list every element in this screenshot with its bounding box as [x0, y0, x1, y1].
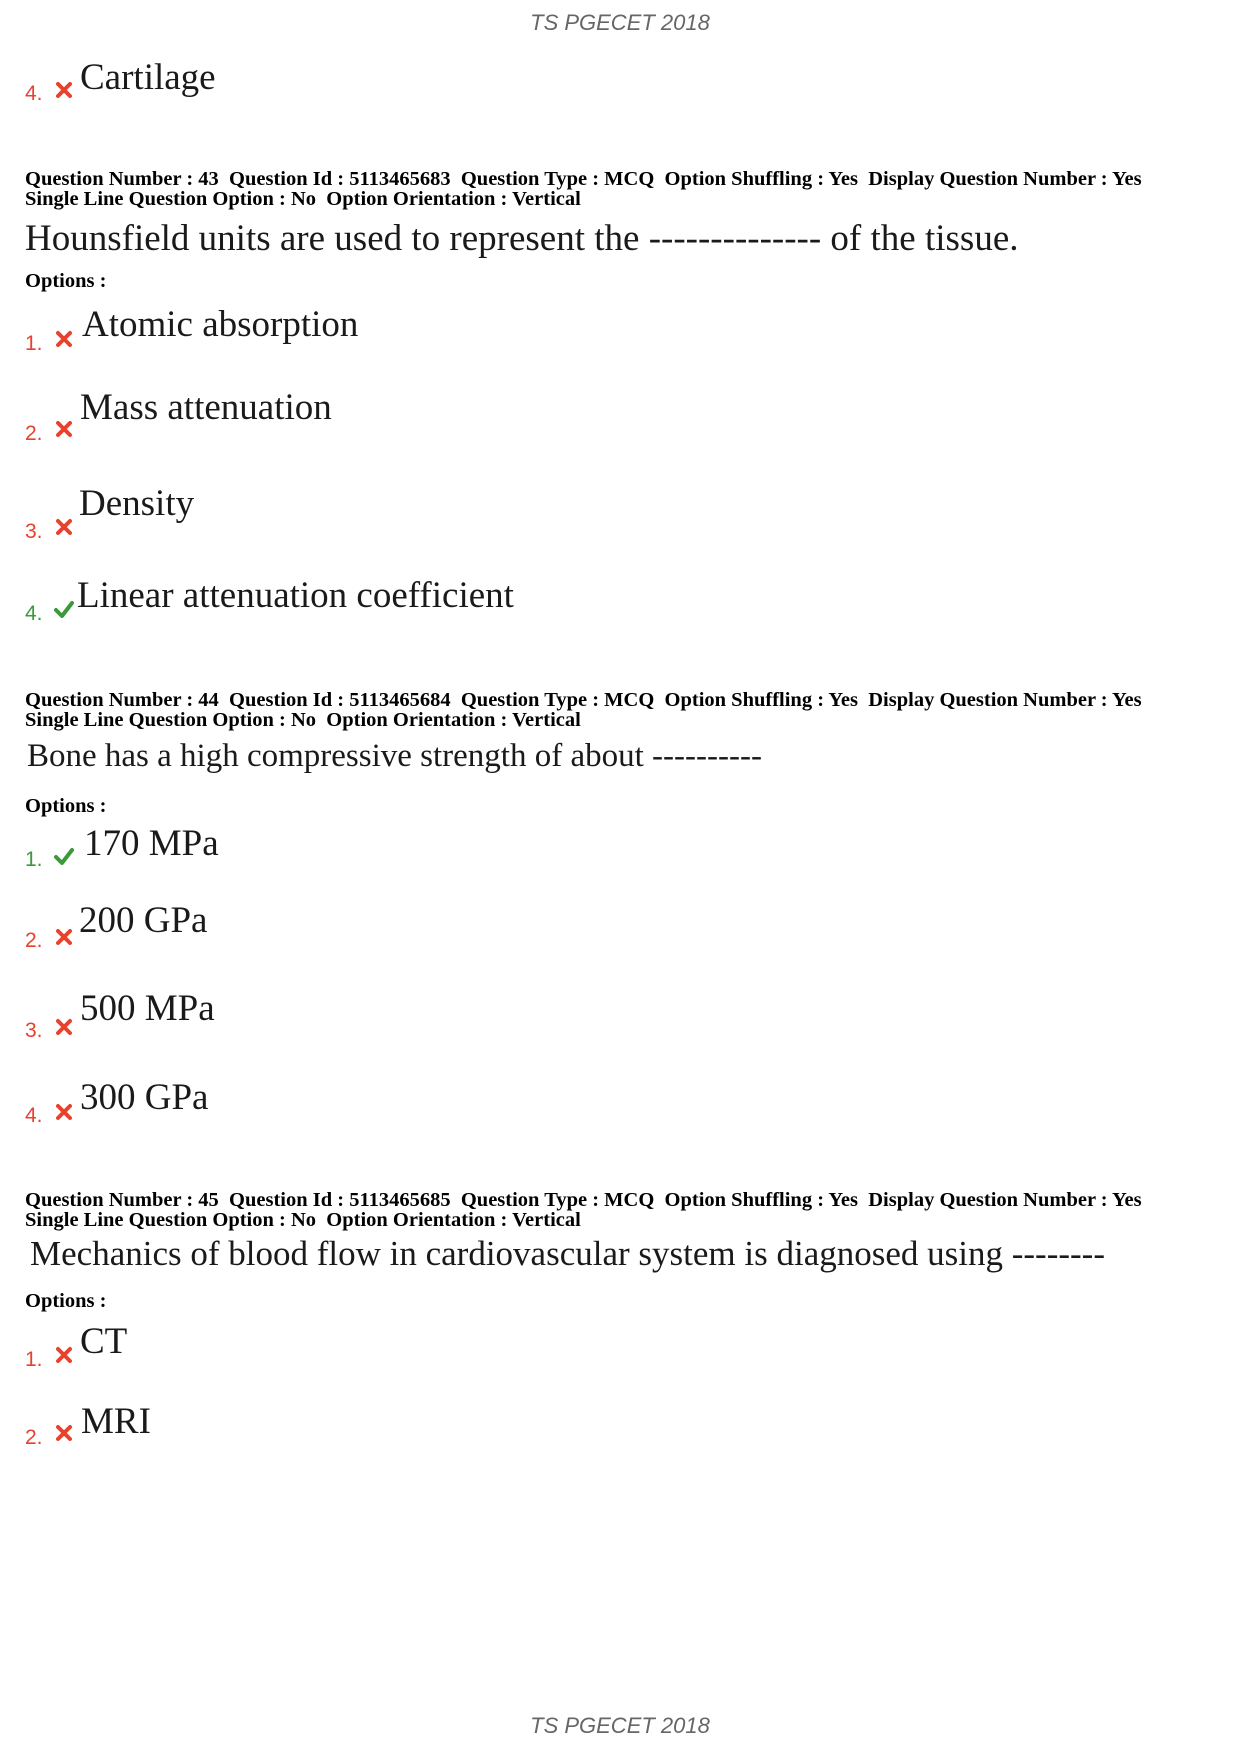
- option-number: 3.: [25, 1019, 43, 1042]
- cross-icon: [53, 328, 75, 350]
- option-text: 170 MPa: [84, 823, 219, 864]
- option-number: 1.: [25, 1348, 43, 1371]
- option-number: 1.: [25, 848, 43, 871]
- option-number: 4.: [25, 602, 43, 625]
- page-footer: TS PGECET 2018: [530, 1713, 710, 1738]
- check-icon: [53, 845, 75, 867]
- option-number: 1.: [25, 332, 43, 355]
- option-number: 3.: [25, 520, 43, 543]
- option-number: 4.: [25, 82, 43, 105]
- option-text: 200 GPa: [79, 900, 208, 941]
- question-text: Bone has a high compressive strength of about ----------: [27, 738, 762, 774]
- option-text: Cartilage: [80, 57, 216, 98]
- check-icon: [53, 598, 75, 620]
- question-meta-line2: Single Line Question Option : No Option Orientation : Vertical: [25, 709, 581, 731]
- question-text: Hounsfield units are used to represent the -------------- of the tissue.: [25, 218, 1019, 259]
- question-meta-line2: Single Line Question Option : No Option Orientation : Vertical: [25, 1209, 581, 1231]
- option-text: CT: [80, 1321, 128, 1362]
- option-text: Density: [79, 483, 195, 524]
- question-meta-line2: Single Line Question Option : No Option Orientation : Vertical: [25, 188, 581, 210]
- options-label: Options :: [25, 795, 107, 817]
- option-text: 500 MPa: [80, 988, 215, 1029]
- page-header: TS PGECET 2018: [530, 10, 710, 35]
- cross-icon: [53, 79, 75, 101]
- option-text: 300 GPa: [80, 1077, 209, 1118]
- option-number: 4.: [25, 1104, 43, 1127]
- option-number: 2.: [25, 1426, 43, 1449]
- option-number: 2.: [25, 422, 43, 445]
- option-text: Linear attenuation coefficient: [77, 575, 514, 616]
- question-text: Mechanics of blood flow in cardiovascular system is diagnosed using --------: [30, 1234, 1105, 1273]
- options-label: Options :: [25, 1290, 107, 1312]
- option-text: Mass attenuation: [80, 387, 332, 428]
- options-label: Options :: [25, 270, 107, 292]
- cross-icon: [53, 926, 75, 948]
- question-meta-line1: Question Number : 43 Question Id : 5113465683 Question Type : MCQ Option Shuffling : Yes Display Question Number : Yes: [25, 168, 1142, 190]
- cross-icon: [53, 1101, 75, 1123]
- cross-icon: [53, 418, 75, 440]
- cross-icon: [53, 1016, 75, 1038]
- option-text: Atomic absorption: [82, 304, 359, 345]
- cross-icon: [53, 1422, 75, 1444]
- option-number: 2.: [25, 929, 43, 952]
- question-meta-line1: Question Number : 44 Question Id : 5113465684 Question Type : MCQ Option Shuffling : Yes Display Question Number : Yes: [25, 689, 1142, 711]
- cross-icon: [53, 1344, 75, 1366]
- option-text: MRI: [81, 1401, 151, 1442]
- cross-icon: [53, 516, 75, 538]
- question-meta-line1: Question Number : 45 Question Id : 5113465685 Question Type : MCQ Option Shuffling : Yes Display Question Number : Yes: [25, 1189, 1142, 1211]
